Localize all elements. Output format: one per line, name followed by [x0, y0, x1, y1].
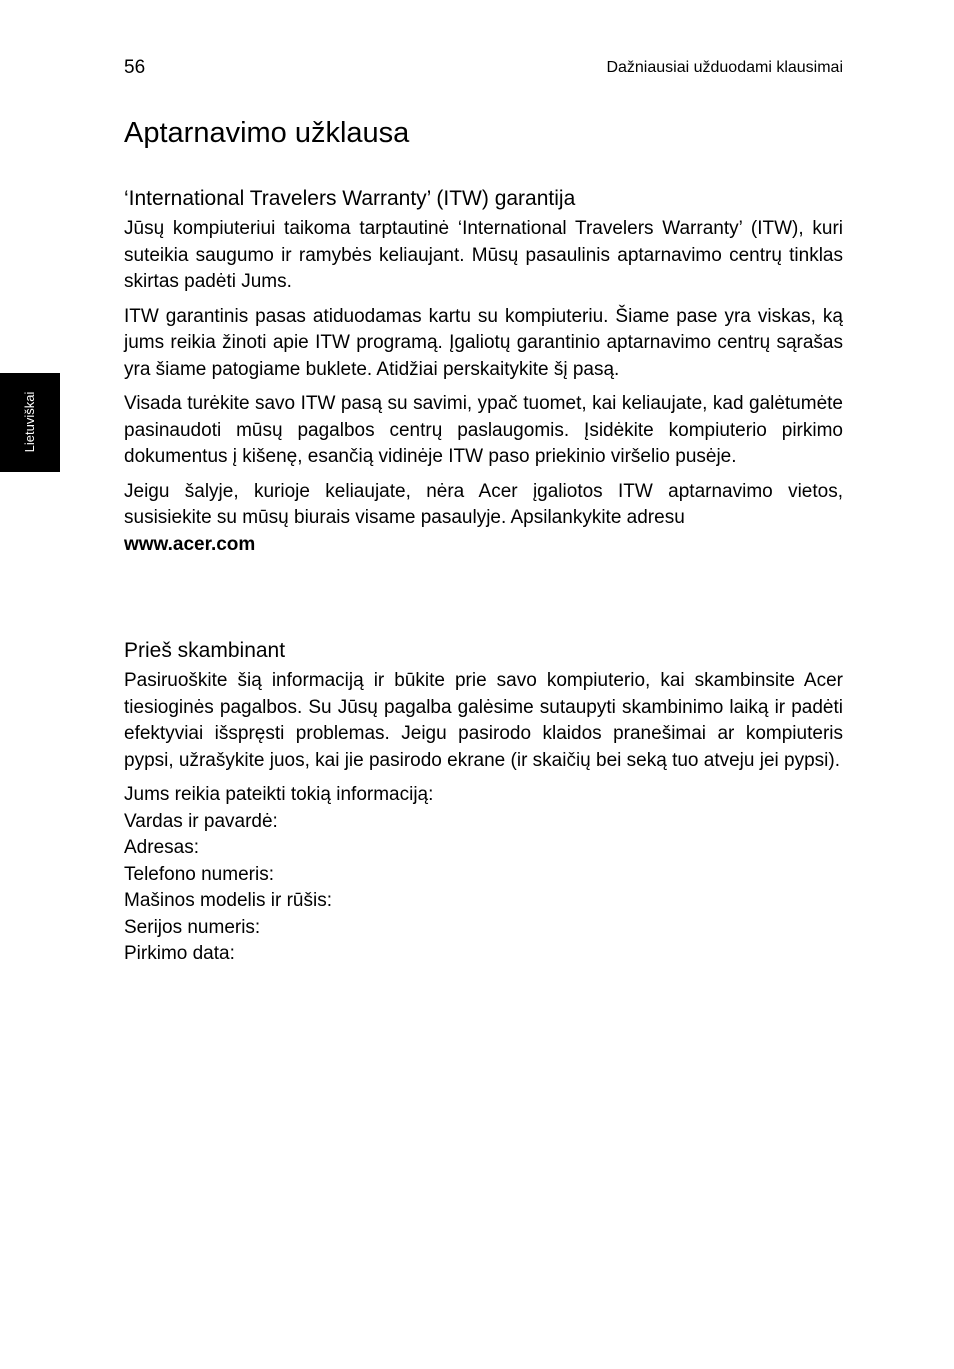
- required-info-list: [124, 809, 843, 968]
- paragraph: ITW garantinis pasas atiduodamas kartu su kompiuteriu. Šiame pase yra viskas, ką jums reikia žinoti apie ITW programą. Įgaliotų garantinio aptarnavimo centrų sąrašas yra šiame patogiame buklete. Atidžiai perskaitykite šį pasą.: [124, 305, 843, 380]
- page-number: 56: [124, 57, 146, 78]
- info-intro: Jums reikia pateikti tokią informaciją:: [124, 784, 434, 805]
- list-item: Mašinos modelis ir rūšis:: [124, 890, 332, 911]
- section-heading-itw: ‘International Travelers Warranty’ (ITW) garantija: [124, 187, 576, 210]
- section-heading-before-calling: Prieš skambinant: [124, 639, 286, 662]
- list-item: Pirkimo data:: [124, 943, 235, 964]
- language-side-tab-label: Lietuviškai: [22, 391, 37, 453]
- paragraph: Pasiruoškite šią informaciją ir būkite prie savo kompiuterio, kai skambinsite Acer tiesioginės pagalbos. Su Jūsų pagalba galėsime sutaupyti skambinimo laiką ir padėti efektyviai išspręsti problemas. Jeigu pasirodo klaidos pranešimai ar kompiuteris pypsi, užrašykite juos, kai jie pasirodo ekrane (ir skaičių bei seką tuo atveju jei pypsi).: [124, 670, 843, 771]
- list-item: Telefono numeris:: [124, 863, 274, 885]
- list-item: Vardas ir pavardė:: [124, 810, 278, 832]
- section-before-calling: [124, 638, 843, 968]
- section-itw-warranty: [124, 186, 843, 566]
- acer-website-link[interactable]: www.acer.com: [124, 533, 256, 555]
- language-side-tab: [0, 373, 60, 472]
- running-header: Dažniausiai užduodami klausimai: [606, 59, 843, 76]
- paragraph: Jūsų kompiuteriui taikoma tarptautinė ‘International Travelers Warranty’ (ITW), kuri suteikia saugumo ir ramybės keliaujant. Mūsų pasaulinis aptarnavimo centrų tinklas skirtas padėti Jums.: [124, 218, 843, 292]
- page-title: Aptarnavimo užklausa: [124, 117, 410, 149]
- list-item: Serijos numeris:: [124, 916, 261, 938]
- list-item: Adresas:: [124, 837, 199, 858]
- paragraph: Jeigu šalyje, kurioje keliaujate, nėra Acer įgaliotos ITW aptarnavimo vietos, susisiekite su mūsų biurais visame pasaulyje. Apsilankykite adresu: [124, 480, 843, 528]
- paragraph: Visada turėkite savo ITW pasą su savimi, ypač tuomet, kai keliaujate, kad galėtumėte pasinaudoti mūsų pagalbos centrų paslaugomis. Įsidėkite kompiuterio pirkimo dokumentus į kišenę, esančią vidinėje ITW paso priekinio viršelio pusėje.: [124, 393, 843, 467]
